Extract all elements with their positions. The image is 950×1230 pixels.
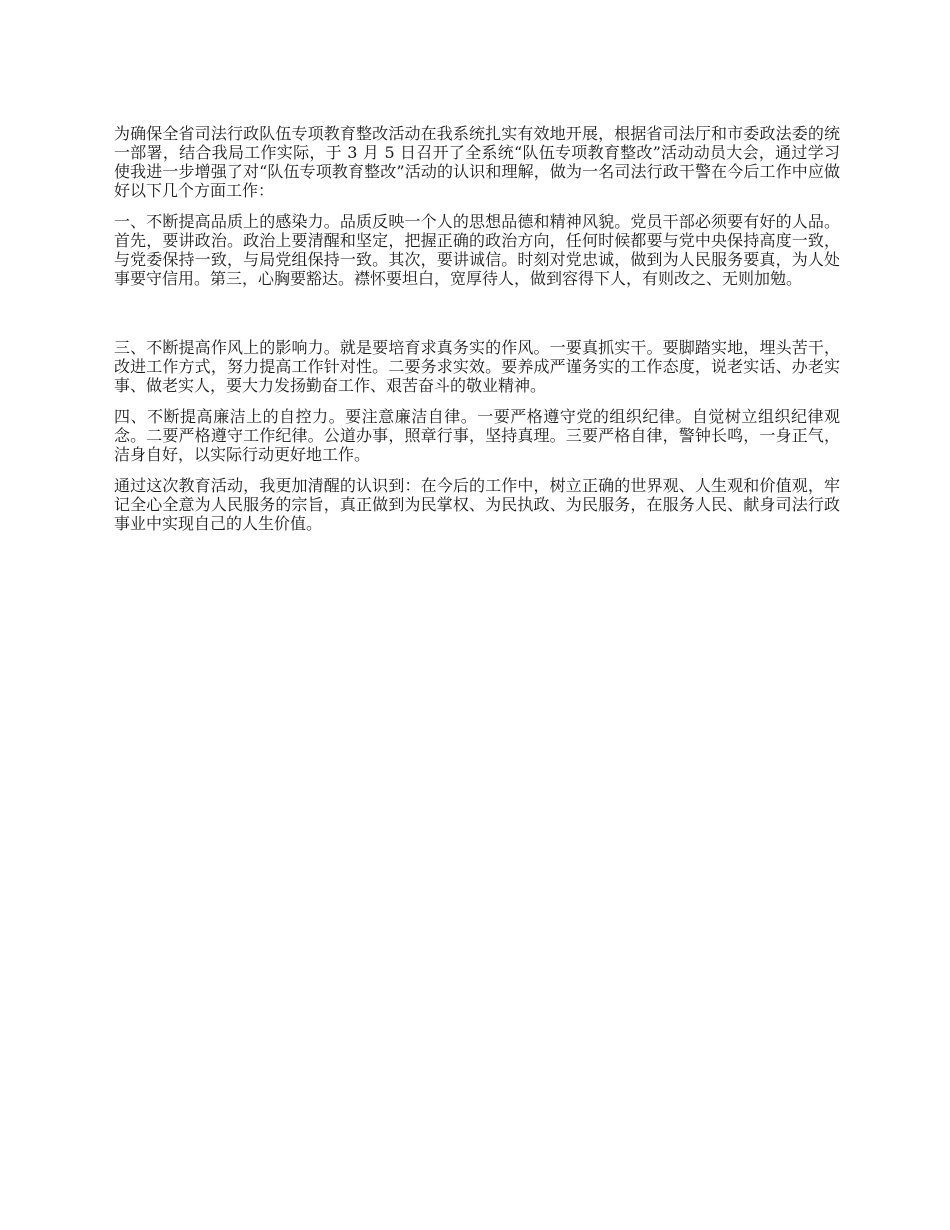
section-four-paragraph: 四、不断提高廉洁上的自控力。要注意廉洁自律。一要严格遵守党的组织纪律。自觉树立组织纪律观念。二要严格遵守工作纪律。公道办事，照章行事，坚持真理。三要严格自律，警钟长鸣，一身正气，洁身自好，以实际行动更好地工作。 (114, 407, 840, 464)
intro-paragraph: 为确保全省司法行政队伍专项教育整改活动在我系统扎实有效地开展，根据省司法厅和市委政法委的统一部署，结合我局工作实际，于 3 月 5 日召开了全系统“队伍专项教育整改”活动动员大会，通过学习使我进一步增强了对“队伍专项教育整改”活动的认识和理解，做为一名司法行政干警在今后工作中应做好以下几个方面工作： (114, 124, 840, 200)
conclusion-paragraph: 通过这次教育活动，我更加清醒的认识到：在今后的工作中，树立正确的世界观、人生观和价值观，牢记全心全意为人民服务的宗旨，真正做到为民掌权、为民执政、为民服务，在服务人民、献身司法行政事业中实现自己的人生价值。 (114, 476, 840, 533)
paragraph-gap (114, 300, 840, 338)
document-body (114, 124, 840, 545)
section-one-paragraph: 一、不断提高品质上的感染力。品质反映一个人的思想品德和精神风貌。党员干部必须要有好的人品。首先，要讲政治。政治上要清醒和坚定，把握正确的政治方向，任何时候都要与党中央保持高度一致，与党委保持一致，与局党组保持一致。其次，要讲诚信。时刻对党忠诚，做到为人民服务要真，为人处事要守信用。第三，心胸要豁达。襟怀要坦白，宽厚待人，做到容得下人，有则改之、无则加勉。 (114, 212, 840, 288)
section-three-paragraph: 三、不断提高作风上的影响力。就是要培育求真务实的作风。一要真抓实干。要脚踏实地，埋头苦干，改进工作方式，努力提高工作针对性。二要务求实效。要养成严谨务实的工作态度，说老实话、办老实事、做老实人，要大力发扬勤奋工作、艰苦奋斗的敬业精神。 (114, 338, 840, 395)
